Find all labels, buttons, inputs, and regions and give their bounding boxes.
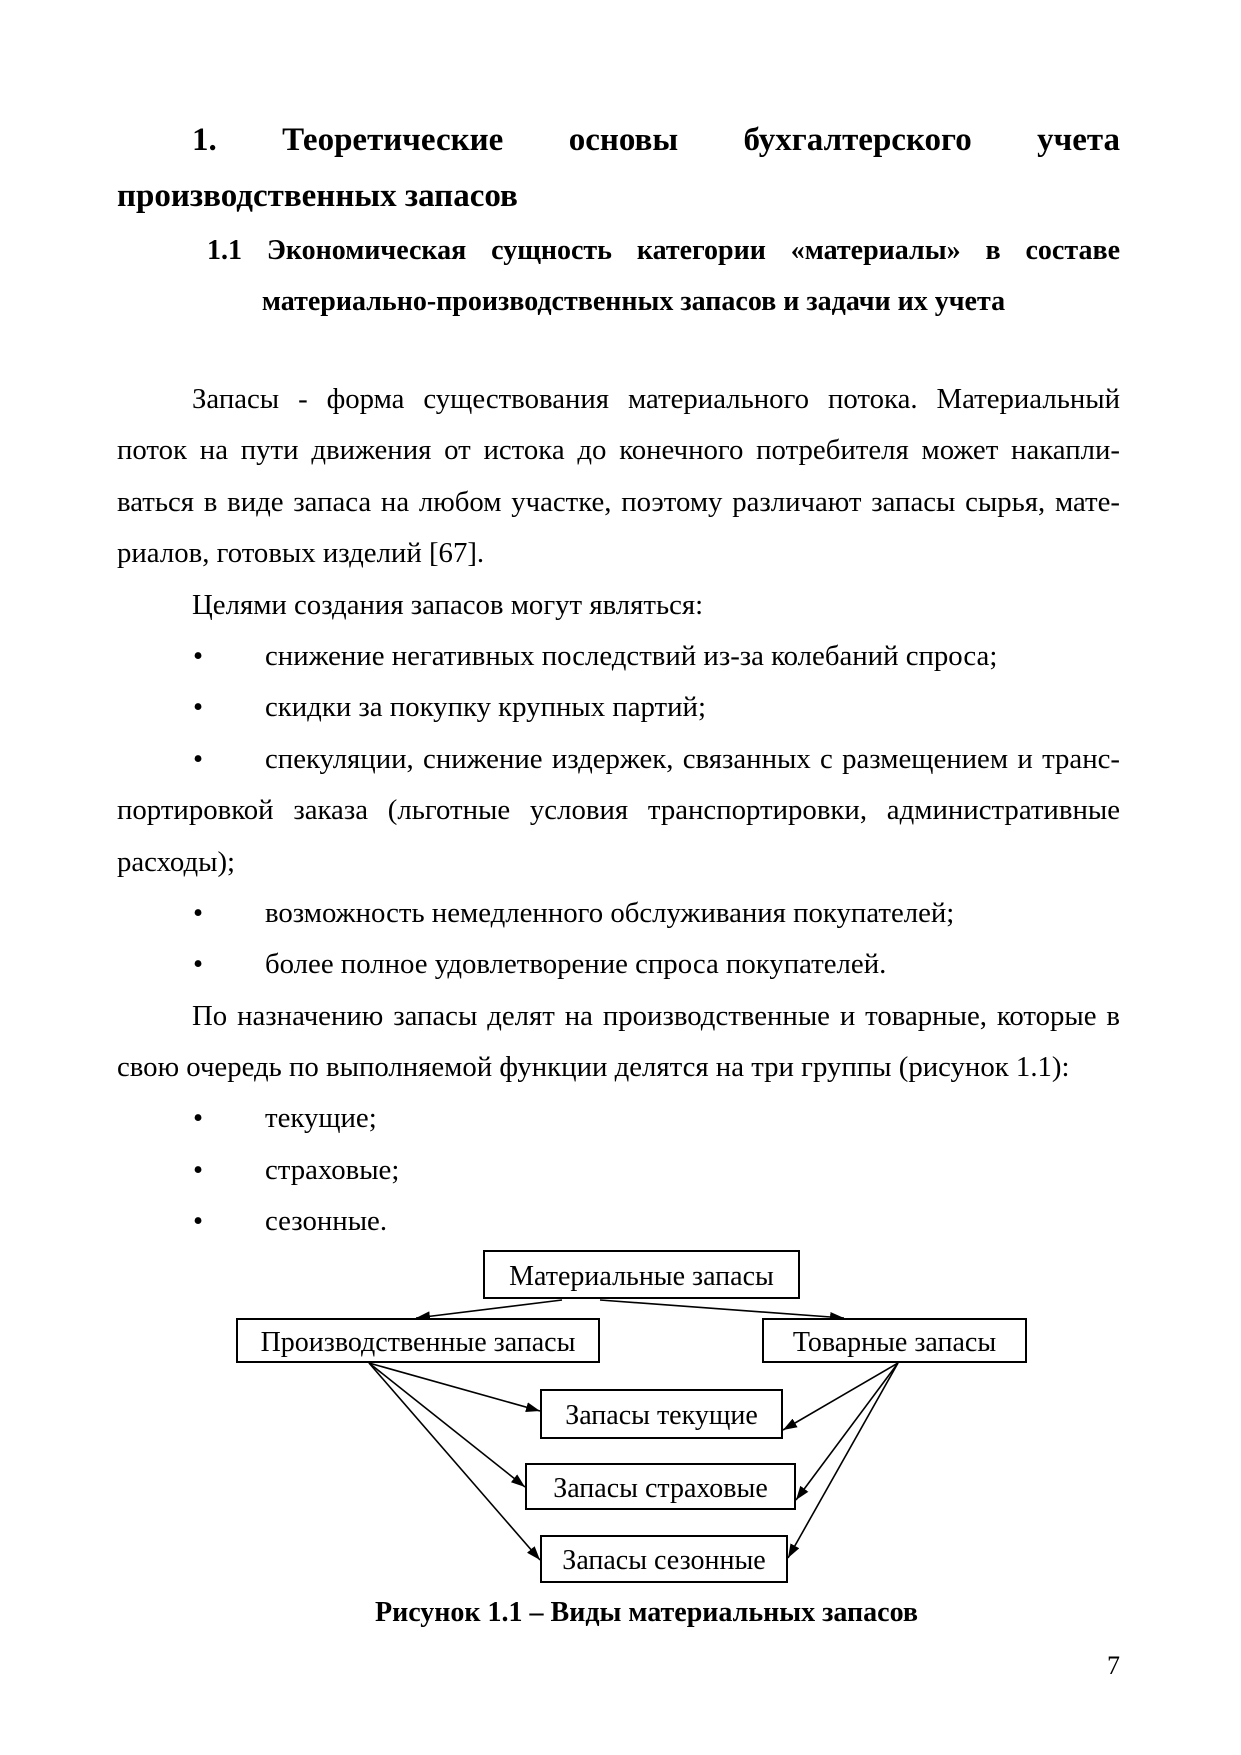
list-item-text: более полное удовлетворение спроса покупателей.	[265, 948, 887, 981]
paragraph-line: риалов, готовых изделий [67].	[117, 537, 485, 570]
diagram-node-current-inventory: Запасы текущие	[540, 1389, 783, 1439]
diagram-node-goods-inventory: Товарные запасы	[762, 1318, 1027, 1363]
paragraph-line: Запасы - форма существования материального потока. Материальный	[192, 383, 1120, 415]
section-heading-line-2: материально-производственных запасов и задачи их учета	[261, 286, 1006, 317]
arrow-goods-to-seasonal	[788, 1363, 898, 1558]
bullet-marker: •	[193, 896, 204, 929]
list-item-text: текущие;	[265, 1102, 377, 1135]
list-item-text: страховые;	[265, 1153, 400, 1186]
list-item-text: скидки за покупку крупных партий;	[265, 691, 706, 724]
paragraph-line: поток на пути движения от истока до конечного потребителя может накапли-	[117, 434, 1120, 467]
chapter-heading-line-2: производственных запасов	[117, 178, 518, 214]
arrow-production-to-seasonal	[369, 1363, 540, 1560]
diagram-node-seasonal-inventory: Запасы сезонные	[540, 1535, 788, 1583]
bullet-marker: •	[193, 948, 204, 981]
list-item-text: расходы);	[117, 845, 236, 878]
arrow-production-to-insurance	[369, 1363, 525, 1487]
list-item-text: снижение негативных последствий из-за колебаний спроса;	[265, 639, 998, 672]
diagram-node-insurance-inventory: Запасы страховые	[525, 1463, 796, 1510]
list-item-text: портировкой заказа (льготные условия транспортировки, административные	[117, 794, 1120, 827]
figure-caption: Рисунок 1.1 – Виды материальных запасов	[374, 1597, 919, 1628]
paragraph-line: ваться в виде запаса на любом участке, поэтому различают запасы сырья, мате-	[117, 485, 1120, 518]
bullet-marker: •	[193, 1205, 204, 1238]
arrow-production-to-current	[369, 1363, 540, 1411]
arrow-goods-to-current	[783, 1363, 898, 1430]
paragraph-line: Целями создания запасов могут являться:	[192, 588, 704, 621]
list-item-text: возможность немедленного обслуживания покупателей;	[265, 896, 955, 929]
section-heading-line-1: 1.1 Экономическая сущность категории «материалы» в составе	[207, 235, 1120, 266]
chapter-heading-line-1: 1. Теоретические основы бухгалтерского учета	[192, 122, 1120, 158]
bullet-marker: •	[193, 1153, 204, 1186]
diagram-node-material-inventory: Материальные запасы	[483, 1250, 800, 1299]
bullet-marker: •	[193, 691, 204, 724]
bullet-marker: •	[193, 1102, 204, 1135]
arrow-goods-to-insurance	[796, 1363, 898, 1500]
diagram-node-production-inventory: Производственные запасы	[236, 1318, 600, 1363]
paragraph-line: свою очередь по выполняемой функции делятся на три группы (рисунок 1.1):	[117, 1051, 1070, 1084]
bullet-marker: •	[193, 742, 204, 775]
list-item-text: сезонные.	[265, 1205, 388, 1238]
page-number: 7	[1107, 1651, 1120, 1680]
paragraph-line: По назначению запасы делят на производственные и товарные, которые в	[192, 999, 1120, 1032]
bullet-marker: •	[193, 639, 204, 672]
arrow-root-to-production	[416, 1300, 562, 1318]
list-item-text: спекуляции, снижение издержек, связанных с размещением и транс-	[265, 742, 1120, 775]
arrow-root-to-goods	[600, 1300, 844, 1318]
